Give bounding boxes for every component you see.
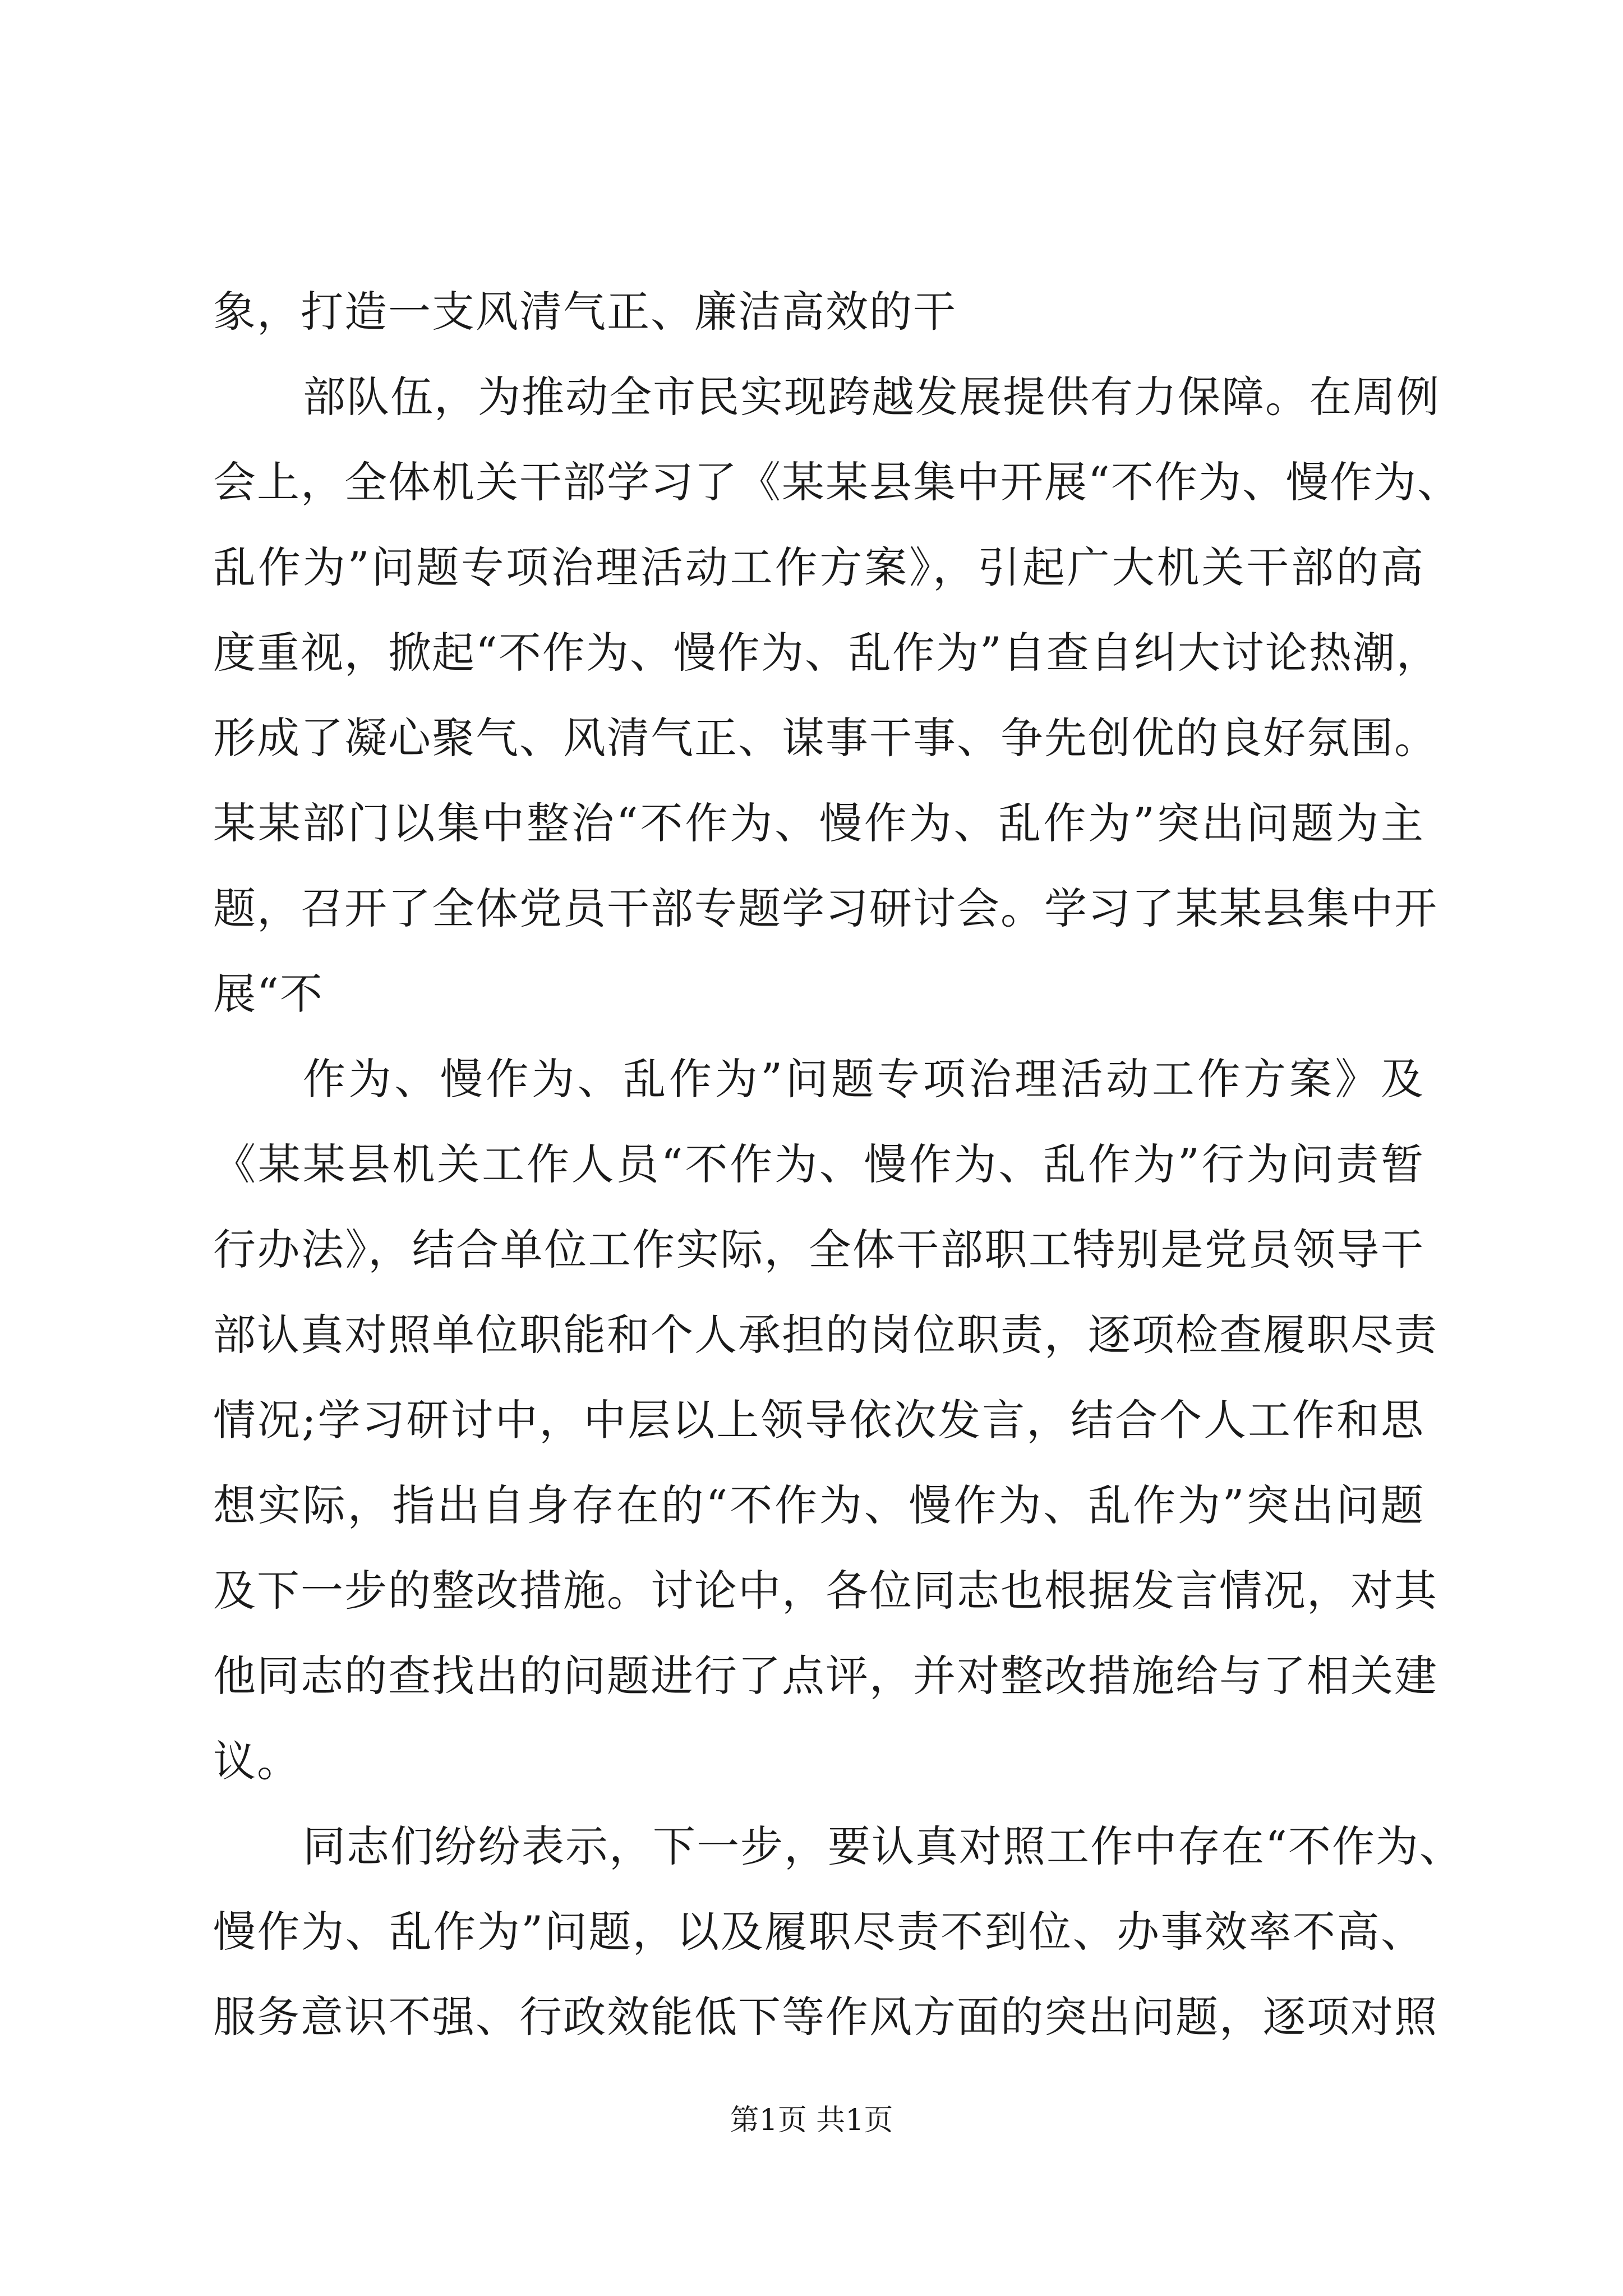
text-line: 作为、慢作为、乱作为”问题专项治理活动工作方案》及 (303, 1054, 1424, 1104)
text-line: 会上，全体机关干部学习了《某某县集中开展“不作为、慢作为、 (213, 457, 1461, 507)
text-line: 度重视，掀起“不作为、慢作为、乱作为”自查自纠大讨论热潮， (213, 628, 1440, 678)
text-line: 同志们纷纷表示，下一步，要认真对照工作中存在“不作为、 (303, 1821, 1463, 1871)
text-line: 服务意识不强、行政效能低下等作风方面的突出问题，逐项对照 (213, 1992, 1438, 2042)
text-line: 形成了凝心聚气、风清气正、谋事干事、争先创优的良好氛围。 (213, 713, 1438, 763)
text-line: 某某部门以集中整治“不作为、慢作为、乱作为”突出问题为主 (213, 798, 1424, 848)
text-line: 象，打造一支风清气正、廉洁高效的干 (213, 287, 957, 337)
body-text (213, 269, 1463, 2060)
text-line: 部队伍，为推动全市民实现跨越发展提供有力保障。在周例 (303, 372, 1440, 422)
text-line: 乱作为”问题专项治理活动工作方案》，引起广大机关干部的高 (213, 542, 1424, 592)
text-line: 行办法》，结合单位工作实际，全体干部职工特别是党员领导干 (213, 1225, 1424, 1274)
text-line: 他同志的查找出的问题进行了点评，并对整改措施给与了相关建 (213, 1651, 1438, 1701)
text-line: 题，召开了全体党员干部专题学习研讨会。学习了某某县集中开 (213, 884, 1438, 933)
text-line: 议。 (213, 1736, 301, 1786)
text-line: 《某某县机关工作人员“不作为、慢作为、乱作为”行为问责暂 (213, 1139, 1424, 1189)
text-line: 展“不 (213, 969, 324, 1019)
text-line: 慢作为、乱作为”问题，以及履职尽责不到位、办事效率不高、 (213, 1907, 1424, 1957)
text-line: 部认真对照单位职能和个人承担的岗位职责，逐项检查履职尽责 (213, 1310, 1438, 1360)
text-line: 情况;学习研讨中，中层以上领导依次发言，结合个人工作和思 (213, 1395, 1424, 1445)
page-footer: 第1页 共1页 (730, 2104, 893, 2137)
text-line: 想实际，指出自身存在的“不作为、慢作为、乱作为”突出问题 (213, 1480, 1424, 1530)
text-line: 及下一步的整改措施。讨论中，各位同志也根据发言情况，对其 (213, 1566, 1438, 1616)
